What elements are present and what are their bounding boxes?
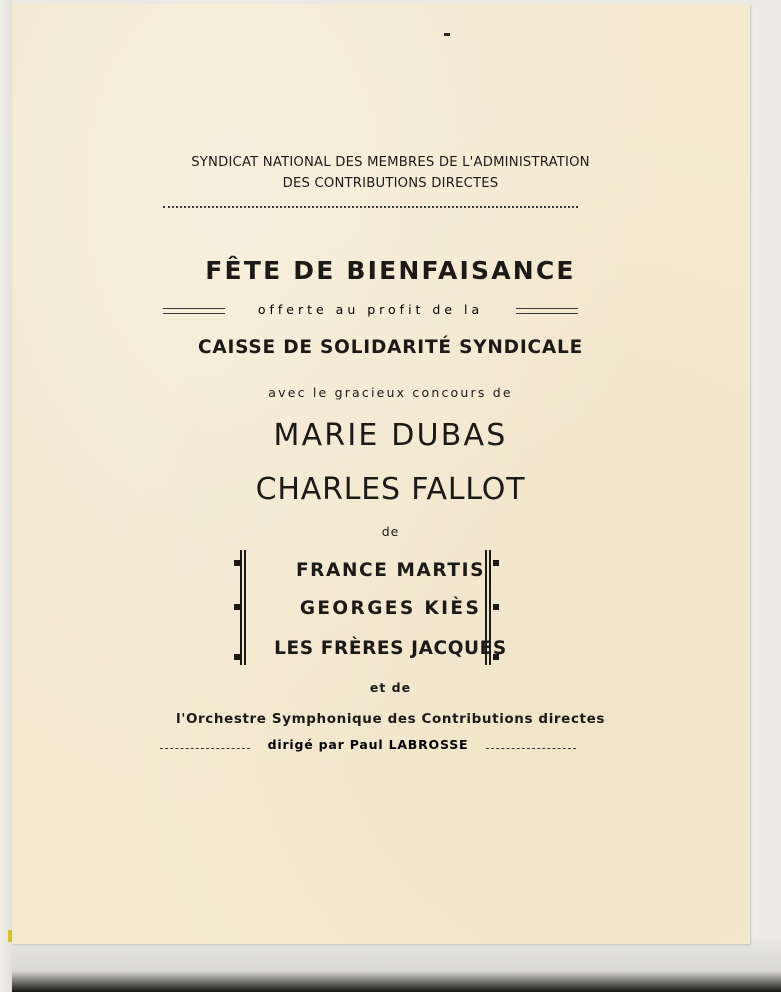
double-rule-left xyxy=(163,308,225,314)
dashed-rule-left xyxy=(160,748,250,749)
concours-line: avec le gracieux concours de xyxy=(268,385,513,400)
et-de-line: et de xyxy=(369,680,412,695)
orchestra-line: l'Orchestre Symphonique des Contributions directes xyxy=(176,711,605,727)
supporting-act-2: GEORGES KIÈS xyxy=(299,598,482,619)
headliner-2: CHARLES FALLOT xyxy=(255,472,526,507)
header-dotted-rule xyxy=(163,206,578,208)
de-line: de xyxy=(381,524,400,539)
headliner-1: MARIE DUBAS xyxy=(273,418,508,453)
header-organization xyxy=(0,152,781,194)
supporting-act-1: FRANCE MARTIS xyxy=(295,560,486,581)
tick-mark xyxy=(444,33,450,36)
beneficiary-title: CAISSE DE SOLIDARITÉ SYNDICALE xyxy=(197,337,584,358)
supporting-act-3: LES FRÈRES JACQUES xyxy=(274,638,507,659)
offered-row xyxy=(163,300,578,322)
offered-line: offerte au profit de la xyxy=(257,302,484,317)
conductor-line: dirigé par Paul LABROSSE xyxy=(267,737,469,752)
scan-bottom-edge xyxy=(0,940,781,992)
event-title: FÊTE DE BIENFAISANCE xyxy=(205,256,576,285)
dashed-rule-right xyxy=(486,748,576,749)
conductor-row xyxy=(160,735,576,755)
double-rule-right xyxy=(516,308,578,314)
header-line-2: DES CONTRIBUTIONS DIRECTES xyxy=(282,176,499,191)
header-line-1: SYNDICAT NATIONAL DES MEMBRES DE L'ADMINISTRATION xyxy=(191,155,590,170)
